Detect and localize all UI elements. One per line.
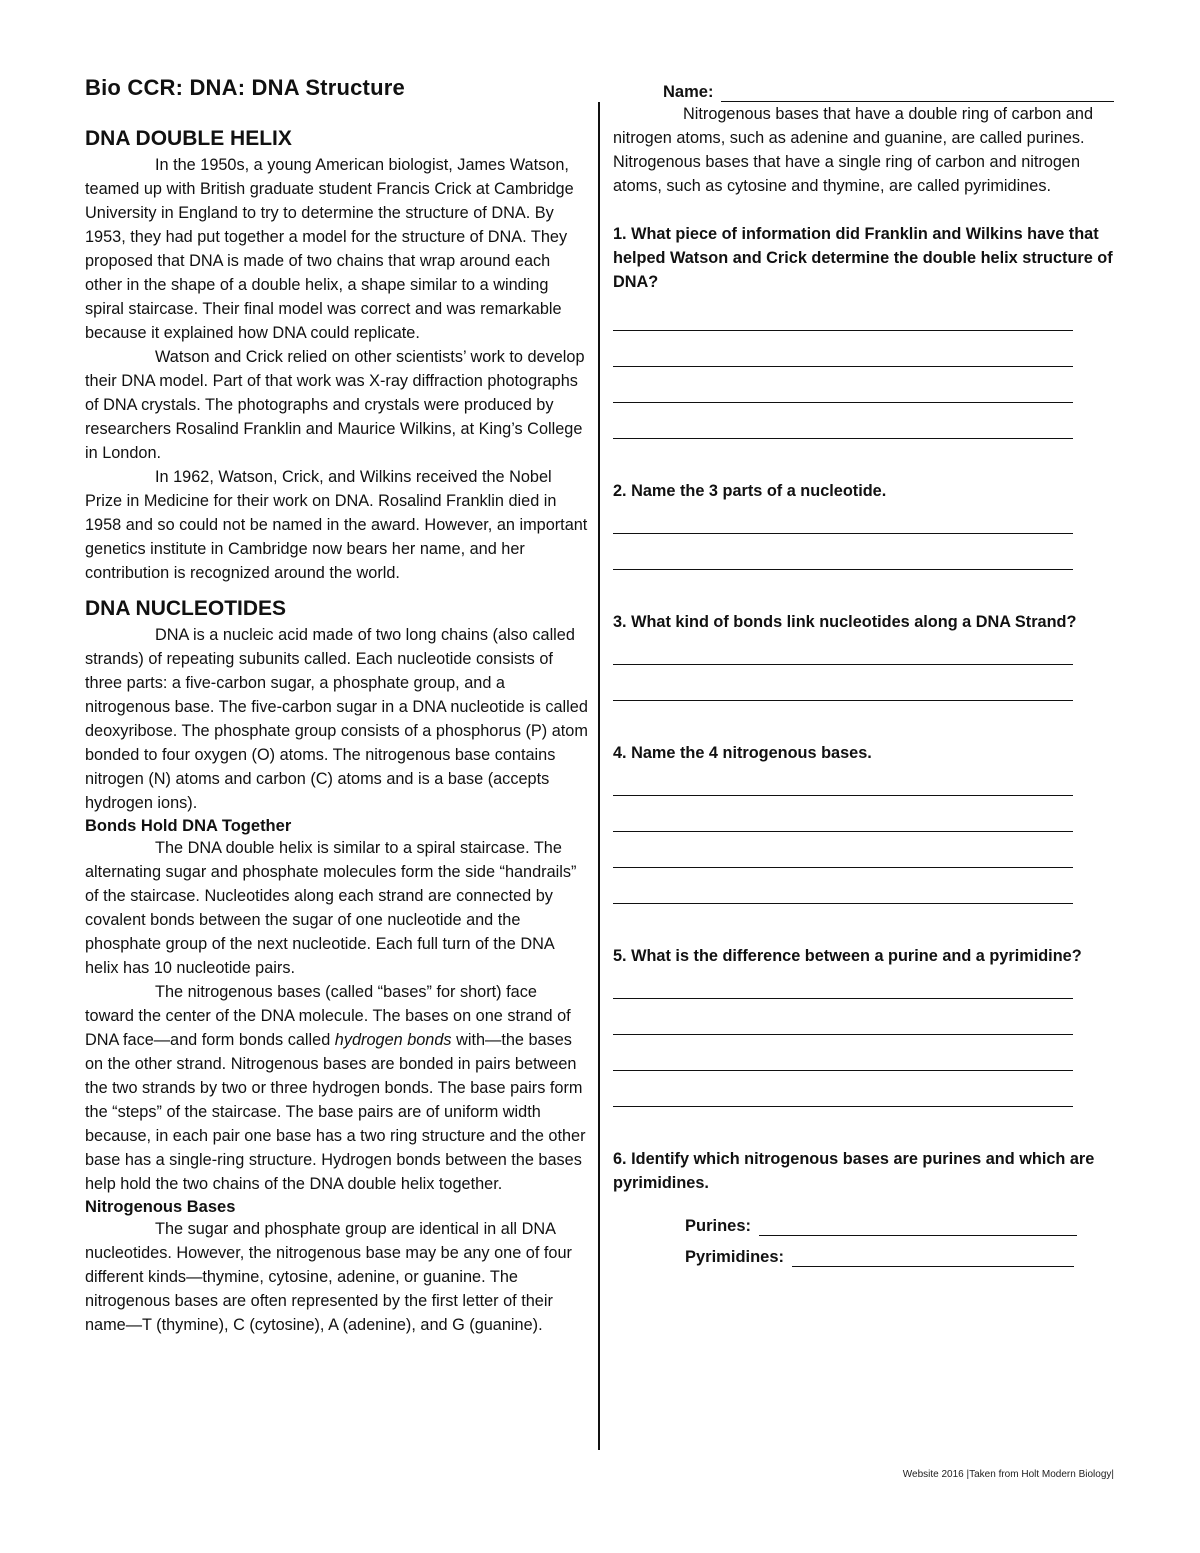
section-heading-double-helix: DNA DOUBLE HELIX	[85, 127, 292, 150]
paragraph: In the 1950s, a young American biologist, James Watson, teamed up with British graduate student Francis Crick at Cambridge University in England to try to determine the structure of DNA. By 1953, they had put together a model for the structure of DNA. They proposed that DNA is made of two chains that wrap around each other in the shape of a double helix, a shape similar to a winding spiral staircase. Their final model was correct and was remarkable because it explained how DNA could replicate.	[85, 156, 574, 342]
answer-line[interactable]	[613, 1106, 1073, 1107]
subheading-nitrogenous-bases: Nitrogenous Bases	[85, 1198, 236, 1216]
question-4: 4. Name the 4 nitrogenous bases.	[613, 744, 872, 762]
question-3: 3. What kind of bonds link nucleotides along a DNA Strand?	[613, 613, 1077, 631]
question-1: 1. What piece of information did Franklin and Wilkins have that helped Watson and Crick determine the double helix structure of DNA?	[613, 225, 1113, 291]
pyrimidines-field	[685, 1248, 1118, 1267]
left-column	[85, 75, 590, 1337]
footer-credit: Website 2016 |Taken from Holt Modern Biology|	[902, 1469, 1114, 1480]
answer-line[interactable]	[613, 903, 1073, 904]
right-column	[613, 78, 1118, 1267]
text-span: with—the bases on the other strand. Nitrogenous bases are bonded in pairs between the two strands by two or three hydrogen bonds. The base pairs form the “steps” of the staircase. The base pairs are of uniform width because, in each pair one base has a two ring structure and the other base has a single-ring structure. Hydrogen bonds between the bases help hold the two chains of the DNA double helix together.	[85, 1031, 586, 1193]
document-title: Bio CCR: DNA: DNA Structure	[85, 75, 405, 100]
name-field	[663, 78, 1118, 102]
answer-line[interactable]	[613, 569, 1073, 570]
purines-input-line[interactable]	[759, 1219, 1077, 1236]
purines-label: Purines:	[685, 1217, 752, 1235]
purines-field	[685, 1217, 1118, 1236]
pyrimidines-label: Pyrimidines:	[685, 1248, 785, 1266]
question-5: 5. What is the difference between a purine and a pyrimidine?	[613, 947, 1082, 965]
name-input-line[interactable]	[721, 83, 1114, 102]
paragraph: DNA is a nucleic acid made of two long chains (also called strands) of repeating subunits called. Each nucleotide consists of three parts: a five-carbon sugar, a phosphate group, and a nitrogenous base. The five-carbon sugar in a DNA nucleotide is called deoxyribose. The phosphate group consists of a phosphorus (P) atom bonded to four oxygen (O) atoms. The nitrogenous base contains nitrogen (N) atoms and carbon (C) atoms and is a base (accepts hydrogen ions).	[85, 626, 588, 812]
paragraph: The sugar and phosphate group are identical in all DNA nucleotides. However, the nitrogenous base may be any one of four different kinds—thymine, cytosine, adenine, or guanine. The nitrogenous bases are often represented by the first letter of their name—T (thymine), C (cytosine), A (adenine), and G (guanine).	[85, 1220, 572, 1334]
answer-line[interactable]	[613, 438, 1073, 439]
question-2: 2. Name the 3 parts of a nucleotide.	[613, 482, 887, 500]
name-label: Name:	[663, 83, 714, 101]
paragraph: The DNA double helix is similar to a spiral staircase. The alternating sugar and phosphate molecules form the side “handrails” of the staircase. Nucleotides along each strand are connected by covalent bonds between the sugar of one nucleotide and the phosphate group of the next nucleotide. Each full turn of the DNA helix has 10 nucleotide pairs.	[85, 839, 577, 977]
emphasis-hydrogen-bonds: hydrogen bonds	[334, 1031, 452, 1049]
pyrimidines-input-line[interactable]	[792, 1250, 1074, 1267]
column-divider	[598, 102, 600, 1450]
answer-line[interactable]	[613, 700, 1073, 701]
question-6: 6. Identify which nitrogenous bases are purines and which are pyrimidines.	[613, 1150, 1095, 1192]
text-span: The nitrogenous bases (called “bases” for short) face toward the center of the DNA molecule. The bases on one strand of DNA face—and form bonds called	[85, 983, 571, 1049]
paragraph: Watson and Crick relied on other scientists’ work to develop their DNA model. Part of that work was X-ray diffraction photographs of DNA crystals. The photographs and crystals were produced by researchers Rosalind Franklin and Maurice Wilkins, at King’s College in London.	[85, 348, 585, 462]
subheading-bonds: Bonds Hold DNA Together	[85, 817, 292, 835]
paragraph	[85, 980, 590, 1196]
intro-paragraph: Nitrogenous bases that have a double ring of carbon and nitrogen atoms, such as adenine and guanine, are called purines. Nitrogenous bases that have a single ring of carbon and nitrogen atoms, such as cytosine and thymine, are called pyrimidines.	[613, 105, 1094, 195]
section-heading-nucleotides: DNA NUCLEOTIDES	[85, 597, 287, 620]
paragraph: In 1962, Watson, Crick, and Wilkins received the Nobel Prize in Medicine for their work on DNA. Rosalind Franklin died in 1958 and so could not be named in the award. However, an important genetics institute in Cambridge now bears her name, and her contribution is recognized around the world.	[85, 468, 588, 582]
